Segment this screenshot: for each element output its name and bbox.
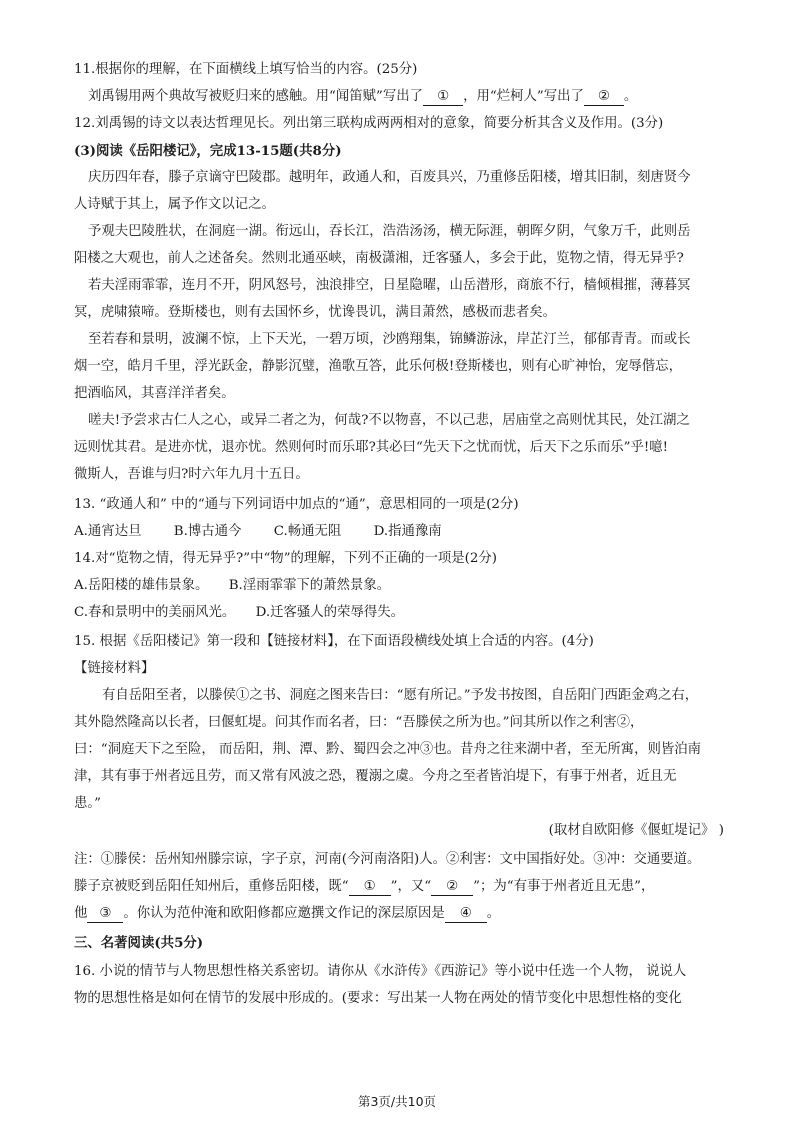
option-a[interactable]: A.通宵达旦 — [74, 524, 142, 539]
passage-line: 若夫淫雨霏霏，连月不开，阴风怒号，浊浪排空，日星隐曜，山岳潜形，商旅不行，樯倾楫摧，薄暮冥 — [88, 278, 691, 293]
question-15-fill-line-1 — [74, 877, 724, 897]
q11-blank-2[interactable]: ② — [584, 89, 624, 106]
section-heading-classics: 三、名著阅读(共5分) — [74, 935, 204, 951]
question-14-options-row1 — [74, 576, 724, 596]
question-16-line: 物的思想性格是如何在情节的发展中形成的。(要求：写出某一人物在两处的情节变化中思想性格的变化 — [74, 991, 682, 1006]
passage-line: 人诗赋于其上，属予作文以记之。 — [74, 197, 275, 212]
fill-text: ”；为“有事于州者近且无患”， — [473, 879, 655, 894]
option-d[interactable]: D.迁客骚人的荣辱得失。 — [255, 605, 405, 620]
question-11-body — [88, 87, 724, 107]
passage-line: 微斯人，吾谁与归?时六年九月十五日。 — [74, 467, 309, 482]
passage-line: 冥，虎啸猿啼。登斯楼也，则有去国怀乡，忧谗畏讥，满目萧然，感极而悲者矣。 — [74, 305, 557, 320]
option-b[interactable]: B.博古通今 — [173, 524, 242, 539]
passage-line: 至若春和景明，波澜不惊，上下天光，一碧万顷，沙鸥翔集，锦鳞游泳，岸芷汀兰，郁郁青青。而或长 — [88, 332, 691, 347]
question-11-stem: 11.根据你的理解，在下面横线上填写恰当的内容。(25分) — [74, 62, 418, 77]
option-b[interactable]: B.淫雨霏霏下的萧然景象。 — [228, 578, 391, 593]
passage-line: 予观夫巴陵胜状，在洞庭一湖。衔远山，吞长江，浩浩汤汤，横无际涯，朝晖夕阴，气象万千，此则岳 — [88, 224, 691, 239]
fill-text: 他 — [74, 906, 88, 921]
q11-text-c: 。 — [623, 89, 638, 104]
question-16-line: 16. 小说的情节与人物思想性格关系密切。请你从《水浒传》《西游记》等小说中任选一个人物， 说说人 — [74, 964, 687, 979]
material-line: 患。” — [74, 796, 101, 811]
q11-text-a: 刘禹锡用两个典故写被贬归来的感触。用“闻笛赋”写出了 — [88, 89, 424, 104]
q15-blank-1[interactable]: ① — [349, 879, 391, 896]
question-13-options — [74, 522, 724, 542]
material-source: (取材自欧阳修《偃虹堤记》 ) — [548, 823, 724, 838]
section-heading-yueyanglou: (3)阅读《岳阳楼记》，完成13-15题(共8分) — [74, 143, 342, 159]
option-a[interactable]: A.岳阳楼的雄伟景象。 — [74, 578, 209, 593]
q15-blank-3[interactable]: ③ — [87, 906, 123, 923]
passage-line: 把酒临风，其喜洋洋者矣。 — [74, 386, 235, 401]
material-line: 曰：“洞庭天下之至险， 而岳阳，荆、潭、黔、蜀四会之冲③也。昔舟之往来湖中者，至无所寓，则皆泊南 — [74, 742, 702, 757]
question-15-stem: 15. 根据《岳阳楼记》第一段和【链接材料】，在下面语段横线处填上合适的内容。(4分) — [74, 634, 594, 649]
material-line: 津，其有事于州者远且劳，而又常有风波之恐，覆溺之虞。今舟之至者皆泊堤下，有事于州者，近且无 — [74, 769, 677, 784]
passage-line: 嗟夫!予尝求古仁人之心，或异二者之为，何哉?不以物喜，不以己悲，居庙堂之高则忧其民，处江湖之 — [88, 413, 690, 428]
passage-line: 阳楼之大观也，前人之述备矣。然则北通巫峡，南极潇湘，迁客骚人，多会于此，览物之情，得无异乎? — [74, 251, 684, 266]
option-d[interactable]: D.指通豫南 — [373, 524, 442, 539]
material-line: 有自岳阳至者，以滕侯①之书、洞庭之图来告曰：“愿有所记。”予发书按图，自岳阳门西距金鸡之右， — [102, 688, 699, 703]
material-line: 其外隐然隆高以长者，曰偃虹堤。问其作而名者，曰：“吾滕侯之所为也。”问其所以作之利害②， — [74, 715, 644, 730]
question-12-stem: 12.刘禹锡的诗文以表达哲理见长。列出第三联构成两两相对的意象，简要分析其含义及作用。(3分) — [74, 116, 664, 131]
question-14-options-row2 — [74, 603, 724, 623]
q11-blank-1[interactable]: ① — [423, 89, 463, 106]
question-15-fill-line-2 — [74, 904, 724, 924]
q15-blank-4[interactable]: ④ — [445, 906, 487, 923]
question-13-stem: 13. “政通人和” 中的“通与下列词语中加点的“通”，意思相同的一项是(2分) — [74, 497, 519, 512]
question-14-stem: 14.对“览物之情，得无异乎?”中“物”的理解，下列不正确的一项是(2分) — [74, 551, 497, 566]
passage-line: 远则忧其君。是进亦忧，退亦忧。然则何时而乐耶?其必曰“先天下之忧而忧，后天下之乐而乐”乎!噫! — [74, 440, 669, 455]
fill-text: ”，又“ — [390, 879, 432, 894]
option-c[interactable]: C.畅通无阻 — [273, 524, 342, 539]
fill-text: 滕子京被贬到岳阳任知州后，重修岳阳楼，既“ — [74, 879, 349, 894]
option-c[interactable]: C.春和景明中的美丽风光。 — [74, 605, 236, 620]
passage-line: 庆历四年春，滕子京谪守巴陵郡。越明年，政通人和，百废具兴，乃重修岳阳楼，增其旧制，刻唐贤今 — [88, 170, 691, 185]
link-material-title: 【链接材料】 — [74, 661, 155, 676]
fill-text: 。 — [486, 906, 501, 921]
material-notes: 注：①滕侯：岳州知州滕宗谅，字子京，河南(今河南洛阳)人。②利害：文中国指好处。③冲：交通要道。 — [74, 852, 701, 867]
page-number: 第3页/共10页 — [357, 1094, 437, 1109]
passage-line: 烟一空，皓月千里，浮光跃金，静影沉璧，渔歌互答，此乐何极!登斯楼也，则有心旷神怡，宠辱偕忘， — [74, 359, 682, 374]
q15-blank-2[interactable]: ② — [431, 879, 473, 896]
fill-text: 。你认为范仲淹和欧阳修都应邀撰文作记的深层原因是 — [123, 906, 445, 921]
q11-text-b: ，用“烂柯人”写出了 — [463, 89, 584, 104]
